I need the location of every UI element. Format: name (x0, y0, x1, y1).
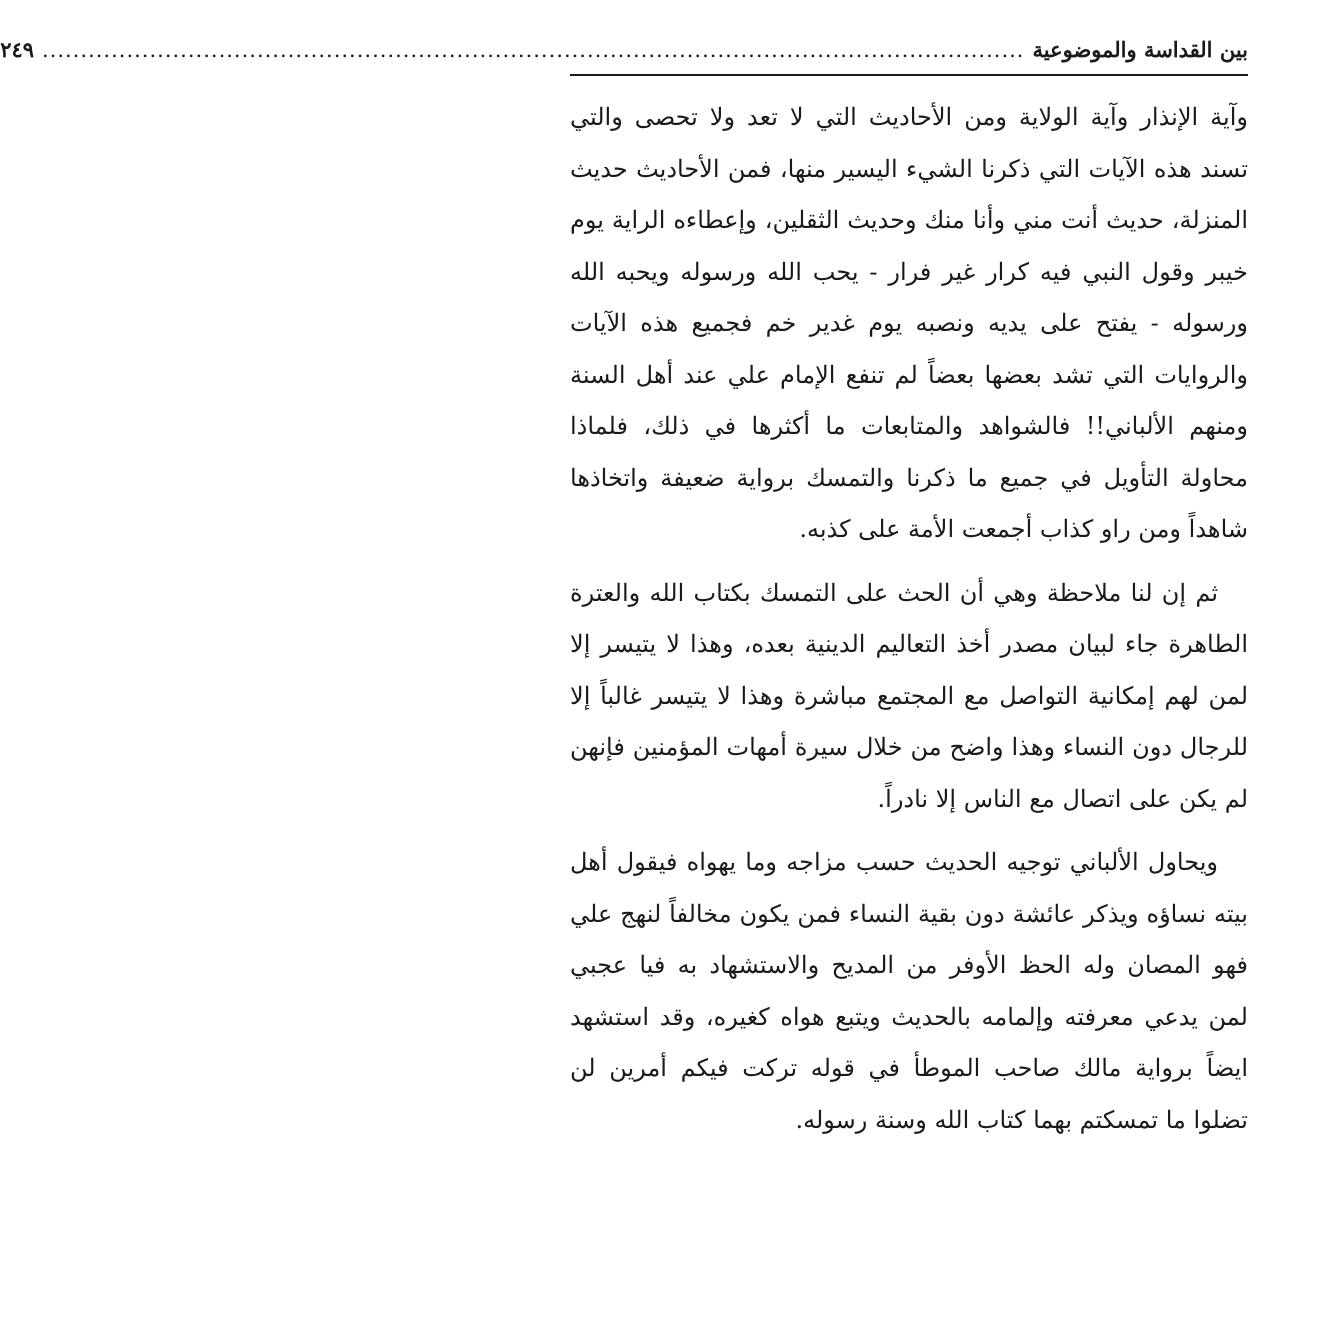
paragraph-3: ويحاول الألباني توجيه الحديث حسب مزاجه وما يهواه فيقول أهل بيته نساؤه ويذكر عائشة دون بقية النساء فمن يكون مخالفاً لنهج علي فهو المصان وله الحظ الأوفر من المديح والاستشهاد به فيا عجبي لمن يدعي معرفته وإلمامه بالحديث ويتبع هواه كغيره، وقد استشهد ايضاً برواية مالك صاحب الموطأ في قوله تركت فيكم أمرين لن تضلوا ما تمسكتم بهما كتاب الله وسنة رسوله. (570, 848, 1248, 1134)
header-title: بين القداسة والموضوعية (1032, 37, 1248, 62)
header-leader-dots: ................................................................................................................................ (42, 38, 1025, 62)
page-number: ٢٤٩ (0, 37, 35, 62)
paragraph-1: وآية الإنذار وآية الولاية ومن الأحاديث التي لا تعد ولا تحصى والتي تسند هذه الآيات التي ذكرنا الشيء اليسير منها، فمن الأحاديث حديث المنزلة، حديث أنت مني وأنا منك وحديث الثقلين، وإعطاءه الراية يوم خيبر وقول النبي فيه كرار غير فرار - يحب الله ورسوله ويحبه الله ورسوله - يفتح على يديه ونصبه يوم غدير خم فجميع هذه الآيات والروايات التي تشد بعضها بعضاً لم تنفع الإمام علي عند أهل السنة ومنهم الألباني!! فالشواهد والمتابعات ما أكثرها في ذلك، فلماذا محاولة التأويل في جميع ما ذكرنا والتمسك برواية ضعيفة واتخاذها شاهداً ومن راو كذاب أجمعت الأمة على كذبه. (570, 103, 1248, 543)
body-text (570, 92, 1248, 1146)
paragraph-2: ثم إن لنا ملاحظة وهي أن الحث على التمسك بكتاب الله والعترة الطاهرة جاء لبيان مصدر أخذ التعاليم الدينية بعده، وهذا لا يتيسر إلا لمن لهم إمكانية التواصل مع المجتمع مباشرة وهذا لا يتيسر غالباً إلا للرجال دون النساء وهذا واضح من خلال سيرة أمهات المؤمنين فإنهن لم يكن على اتصال مع الناس إلا نادراً. (570, 578, 1249, 813)
running-header (0, 28, 1248, 76)
book-page (0, 28, 1249, 1158)
